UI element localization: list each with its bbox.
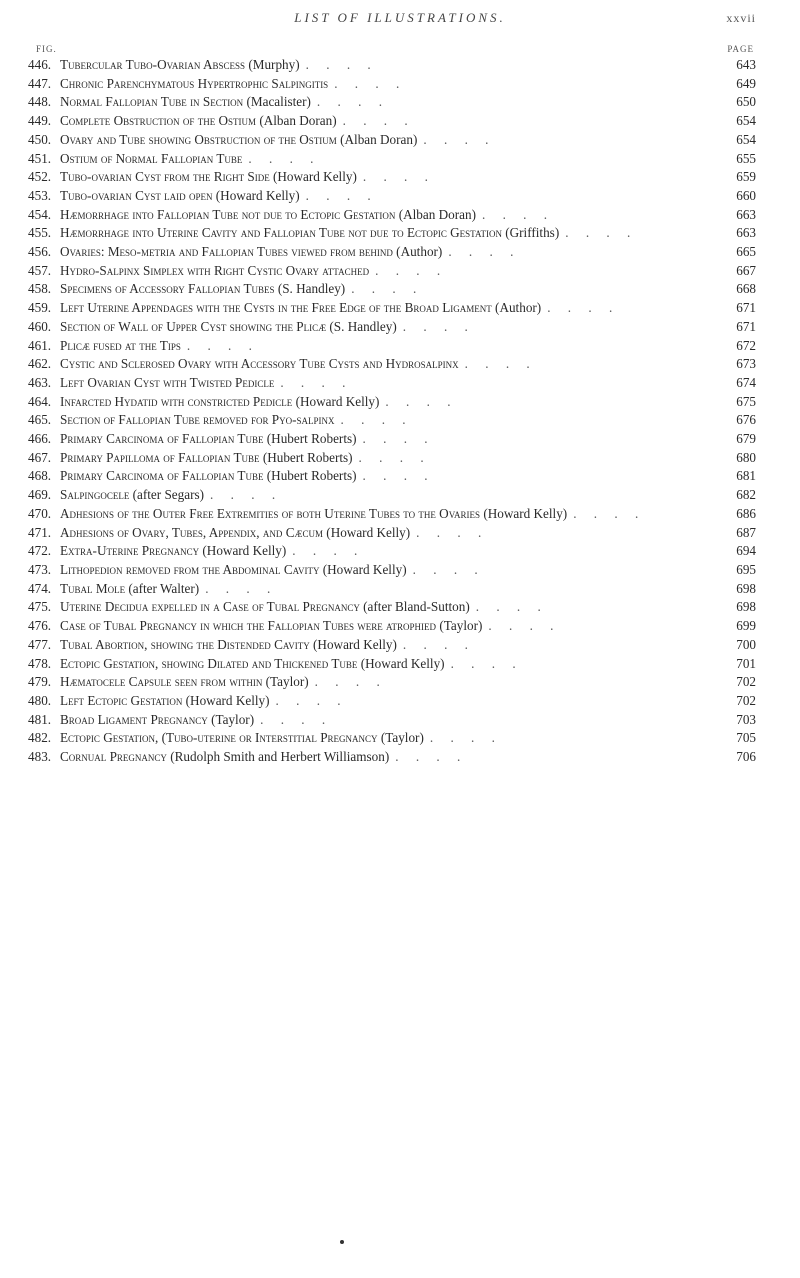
list-item — [0, 467, 800, 486]
illustrations-list — [0, 56, 800, 767]
figure-credit: (Howard Kelly) — [319, 561, 407, 577]
figure-number: 446. — [28, 57, 52, 72]
dot-leader: . . . . — [375, 262, 448, 278]
list-item — [0, 430, 800, 449]
figure-title: Ovary and Tube showing Obstruction of the Ostium — [60, 131, 337, 147]
figure-title: Primary Papilloma of Fallopian Tube — [60, 449, 260, 465]
figure-title: Left Ovarian Cyst with Twisted Pedicle — [60, 374, 275, 390]
figure-credit: (Griffiths) — [501, 225, 560, 241]
column-header-fig: FIG. — [36, 44, 57, 54]
figure-number: 455. — [28, 225, 52, 241]
figure-credit: (Howard Kelly) — [309, 636, 397, 652]
dot-leader: . . . . — [292, 543, 365, 559]
figure-credit: (Howard Kelly) — [212, 187, 300, 203]
figure-credit: (Taylor) — [436, 618, 483, 634]
figure-number: 451. — [28, 150, 52, 166]
figure-credit: (Alban Doran) — [395, 206, 476, 222]
figure-page: 663 — [736, 206, 756, 222]
dot-leader: . . . . — [395, 749, 468, 765]
figure-page: 680 — [736, 449, 756, 465]
figure-credit: (Howard Kelly) — [182, 692, 270, 708]
figure-credit: (Howard Kelly) — [269, 169, 357, 185]
figure-page: 686 — [736, 505, 756, 521]
list-item — [0, 598, 800, 617]
dot-leader: . . . . — [448, 244, 521, 260]
list-item — [0, 673, 800, 692]
dot-leader: . . . . — [362, 431, 435, 447]
figure-page: 699 — [736, 618, 756, 634]
figure-number: 481. — [28, 711, 52, 727]
dot-leader: . . . . — [573, 505, 646, 521]
dot-leader: . . . . — [275, 692, 348, 708]
figure-title: Broad Ligament Pregnancy — [60, 711, 208, 727]
list-item — [0, 505, 800, 524]
list-item — [0, 748, 800, 767]
figure-page: 674 — [736, 374, 756, 390]
figure-credit: (Howard Kelly) — [199, 543, 287, 559]
figure-page: 675 — [736, 393, 756, 409]
list-item — [0, 318, 800, 337]
figure-page: 687 — [736, 524, 756, 540]
figure-credit: (Hubert Roberts) — [263, 431, 357, 447]
figure-number: 483. — [28, 749, 52, 765]
dot-leader: . . . . — [423, 131, 496, 147]
figure-title: Hæmorrhage into Uterine Cavity and Fallopian Tube not due to Ectopic Gestation — [60, 225, 502, 241]
dot-leader: . . . . — [412, 561, 485, 577]
figure-number: 453. — [28, 187, 52, 203]
dot-leader: . . . . — [248, 150, 321, 166]
figure-title: Cystic and Sclerosed Ovary with Accessory Tube Cysts and Hydrosalpinx — [60, 356, 459, 372]
figure-credit: (Howard Kelly) — [480, 505, 568, 521]
figure-page: 668 — [736, 281, 756, 297]
list-item — [0, 636, 800, 655]
figure-credit: (S. Handley) — [326, 318, 397, 334]
figure-page: 672 — [736, 337, 756, 353]
dot-leader: . . . . — [334, 75, 407, 91]
figure-page: 706 — [736, 749, 756, 765]
dot-leader: . . . . — [475, 599, 548, 615]
dot-leader: . . . . — [342, 113, 415, 129]
list-item — [0, 262, 800, 281]
figure-page: 673 — [736, 356, 756, 372]
dot-leader: . . . . — [565, 225, 638, 241]
figure-page: 702 — [736, 674, 756, 690]
dot-leader: . . . . — [260, 711, 333, 727]
list-item — [0, 655, 800, 674]
figure-number: 476. — [28, 618, 52, 634]
figure-page: 650 — [736, 94, 756, 110]
page-number: xxvii — [726, 11, 756, 25]
figure-number: 466. — [28, 431, 52, 447]
list-item — [0, 224, 800, 243]
figure-title: Hæmatocele Capsule seen from within — [60, 674, 263, 690]
list-item — [0, 561, 800, 580]
figure-title: Adhesions of Ovary, Tubes, Appendix, and Cæcum — [60, 524, 323, 540]
figure-title: Ectopic Gestation, (Tubo-uterine or Interstitial Pregnancy — [60, 730, 378, 746]
figure-title: Case of Tubal Pregnancy in which the Fallopian Tubes were atrophied — [60, 618, 437, 634]
figure-title: Left Uterine Appendages with the Cysts in the Free Edge of the Broad Ligament — [60, 300, 492, 316]
dot-leader: . . . . — [547, 300, 620, 316]
dot-leader: . . . . — [314, 674, 387, 690]
figure-page: 703 — [736, 711, 756, 727]
list-item — [0, 112, 800, 131]
dot-leader: . . . . — [351, 281, 424, 297]
figure-title: Tubercular Tubo-Ovarian Abscess — [60, 57, 246, 72]
dot-leader: . . . . — [481, 206, 555, 222]
list-item — [0, 524, 800, 543]
list-item — [0, 729, 800, 748]
figure-page: 698 — [736, 580, 756, 596]
list-item — [0, 187, 800, 206]
dot-leader: . . . . — [429, 730, 502, 746]
figure-page: 682 — [736, 487, 756, 503]
figure-title: Primary Carcinoma of Fallopian Tube — [60, 431, 264, 447]
list-item — [0, 542, 800, 561]
dot-leader: . . . . — [305, 187, 378, 203]
figure-credit: (Hubert Roberts) — [263, 468, 357, 484]
print-mark — [340, 1240, 344, 1244]
figure-number: 452. — [28, 169, 52, 185]
figure-credit: (after Walter) — [125, 580, 200, 596]
dot-leader: . . . . — [362, 468, 435, 484]
figure-page: 655 — [736, 150, 756, 166]
running-title: LIST OF ILLUSTRATIONS. — [294, 10, 506, 25]
list-item — [0, 337, 800, 356]
figure-number: 457. — [28, 262, 52, 278]
figure-number: 456. — [28, 244, 52, 260]
dot-leader: . . . . — [205, 580, 278, 596]
figure-title: Tubal Abortion, showing the Distended Cavity — [60, 636, 310, 652]
dot-leader: . . . . — [416, 524, 489, 540]
dot-leader: . . . . — [402, 318, 475, 334]
figure-credit: (Rudolph Smith and Herbert Williamson) — [166, 749, 390, 765]
list-item — [0, 692, 800, 711]
figure-page: 702 — [736, 692, 756, 708]
figure-page: 701 — [736, 655, 756, 671]
figure-title: Hydro-Salpinx Simplex with Right Cystic Ovary attached — [60, 262, 370, 278]
dot-leader: . . . . — [186, 337, 259, 353]
figure-title: Left Ectopic Gestation — [60, 692, 183, 708]
figure-title: Plicæ fused at the Tips — [60, 337, 181, 353]
figure-credit: (Macalister) — [243, 94, 311, 110]
figure-number: 477. — [28, 636, 52, 652]
figure-title: Normal Fallopian Tube in Section — [60, 94, 244, 110]
figure-page: 660 — [736, 187, 756, 203]
figure-number: 460. — [28, 318, 52, 334]
dot-leader: . . . . — [358, 449, 431, 465]
figure-credit: (Howard Kelly) — [292, 393, 380, 409]
dot-leader: . . . . — [488, 618, 561, 634]
figure-number: 475. — [28, 599, 52, 615]
figure-number: 480. — [28, 692, 52, 708]
figure-credit: (Alban Doran) — [256, 113, 337, 129]
figure-credit: (Howard Kelly) — [323, 524, 411, 540]
list-item — [0, 280, 800, 299]
figure-title: Section of Fallopian Tube removed for Pyo-salpinx — [60, 412, 335, 428]
figure-credit: (Howard Kelly) — [357, 655, 445, 671]
figure-credit: (after Segars) — [129, 487, 205, 503]
list-item — [0, 711, 800, 730]
figure-page: 698 — [736, 599, 756, 615]
figure-credit: (Taylor) — [207, 711, 255, 727]
figure-number: 479. — [28, 674, 52, 690]
figure-credit: (Taylor) — [377, 730, 424, 746]
list-item — [0, 243, 800, 262]
figure-credit: (Murphy) — [245, 57, 300, 72]
figure-number: 471. — [28, 524, 52, 540]
dot-leader: . . . . — [340, 412, 413, 428]
figure-title: Ectopic Gestation, showing Dilated and Thickened Tube — [60, 655, 358, 671]
list-item — [0, 131, 800, 150]
figure-title: Complete Obstruction of the Ostium — [60, 113, 257, 129]
figure-title: Hæmorrhage into Fallopian Tube not due to Ectopic Gestation — [60, 206, 396, 222]
figure-page: 649 — [736, 75, 756, 91]
list-item — [0, 486, 800, 505]
figure-page: 671 — [736, 300, 756, 316]
figure-page: 654 — [736, 131, 756, 147]
list-item — [0, 206, 800, 225]
dot-leader: . . . . — [402, 636, 475, 652]
dot-leader: . . . . — [316, 94, 389, 110]
figure-number: 454. — [28, 206, 52, 222]
figure-number: 463. — [28, 374, 52, 390]
list-item — [0, 580, 800, 599]
figure-number: 482. — [28, 730, 52, 746]
figure-title: Cornual Pregnancy — [60, 749, 167, 765]
figure-number: 448. — [28, 94, 52, 110]
figure-number: 467. — [28, 449, 52, 465]
figure-title: Infarcted Hydatid with constricted Pedicle — [60, 393, 293, 409]
figure-number: 472. — [28, 543, 52, 559]
list-item — [0, 75, 800, 94]
dot-leader: . . . . — [305, 57, 378, 72]
list-item — [0, 150, 800, 169]
dot-leader: . . . . — [385, 393, 458, 409]
running-head — [0, 10, 800, 30]
figure-credit: (Author) — [491, 300, 542, 316]
figure-title: Lithopedion removed from the Abdominal Cavity — [60, 561, 320, 577]
figure-page: 695 — [736, 561, 756, 577]
figure-credit: (after Bland-Sutton) — [359, 599, 470, 615]
figure-number: 447. — [28, 75, 52, 91]
figure-page: 643 — [736, 57, 756, 72]
figure-number: 468. — [28, 468, 52, 484]
figure-number: 449. — [28, 113, 52, 129]
figure-title: Ostium of Normal Fallopian Tube — [60, 150, 243, 166]
figure-page: 667 — [736, 262, 756, 278]
figure-title: Tubo-ovarian Cyst from the Right Side — [60, 169, 270, 185]
figure-number: 478. — [28, 655, 52, 671]
list-item — [0, 299, 800, 318]
dot-leader: . . . . — [280, 374, 353, 390]
column-header-page: PAGE — [727, 44, 754, 54]
figure-title: Specimens of Accessory Fallopian Tubes — [60, 281, 275, 297]
list-item — [0, 411, 800, 430]
figure-page: 700 — [736, 636, 756, 652]
figure-number: 465. — [28, 412, 52, 428]
figure-number: 474. — [28, 580, 52, 596]
dot-leader: . . . . — [210, 487, 283, 503]
figure-credit: (Author) — [392, 244, 443, 260]
figure-title: Uterine Decidua expelled in a Case of Tubal Pregnancy — [60, 599, 360, 615]
figure-page: 676 — [736, 412, 756, 428]
figure-credit: (Taylor) — [262, 674, 309, 690]
figure-page: 654 — [736, 113, 756, 129]
figure-number: 464. — [28, 393, 52, 409]
figure-number: 458. — [28, 281, 52, 297]
dot-leader: . . . . — [362, 169, 435, 185]
list-item — [0, 617, 800, 636]
figure-title: Extra-Uterine Pregnancy — [60, 543, 200, 559]
list-item — [0, 56, 800, 75]
figure-title: Section of Wall of Upper Cyst showing the Plicæ — [60, 318, 327, 334]
list-item — [0, 93, 800, 112]
figure-page: 705 — [736, 730, 756, 746]
figure-number: 470. — [28, 505, 52, 521]
list-item — [0, 374, 800, 393]
figure-title: Chronic Parenchymatous Hypertrophic Salpingitis — [60, 75, 329, 91]
figure-page: 659 — [736, 169, 756, 185]
figure-number: 459. — [28, 300, 52, 316]
figure-credit: (Hubert Roberts) — [259, 449, 353, 465]
list-item — [0, 355, 800, 374]
figure-number: 473. — [28, 561, 52, 577]
figure-number: 462. — [28, 356, 52, 372]
figure-number: 450. — [28, 131, 52, 147]
dot-leader: . . . . — [464, 356, 537, 372]
figure-credit: (S. Handley) — [274, 281, 346, 297]
dot-leader: . . . . — [450, 655, 523, 671]
figure-page: 671 — [736, 318, 756, 334]
figure-page: 665 — [736, 244, 756, 260]
figure-title: Adhesions of the Outer Free Extremities of both Uterine Tubes to the Ovaries — [60, 505, 481, 521]
figure-page: 681 — [736, 468, 756, 484]
figure-title: Ovaries: Meso-metria and Fallopian Tubes viewed from behind — [60, 244, 393, 260]
figure-credit: (Alban Doran) — [336, 131, 418, 147]
figure-number: 469. — [28, 487, 52, 503]
list-item — [0, 393, 800, 412]
figure-page: 694 — [736, 543, 756, 559]
list-item — [0, 449, 800, 468]
figure-number: 461. — [28, 337, 52, 353]
figure-title: Tubal Mole — [60, 580, 126, 596]
figure-title: Tubo-ovarian Cyst laid open — [60, 187, 213, 203]
list-item — [0, 168, 800, 187]
figure-title: Primary Carcinoma of Fallopian Tube — [60, 468, 264, 484]
figure-page: 663 — [736, 225, 756, 241]
figure-page: 679 — [736, 431, 756, 447]
figure-title: Salpingocele — [60, 487, 130, 503]
